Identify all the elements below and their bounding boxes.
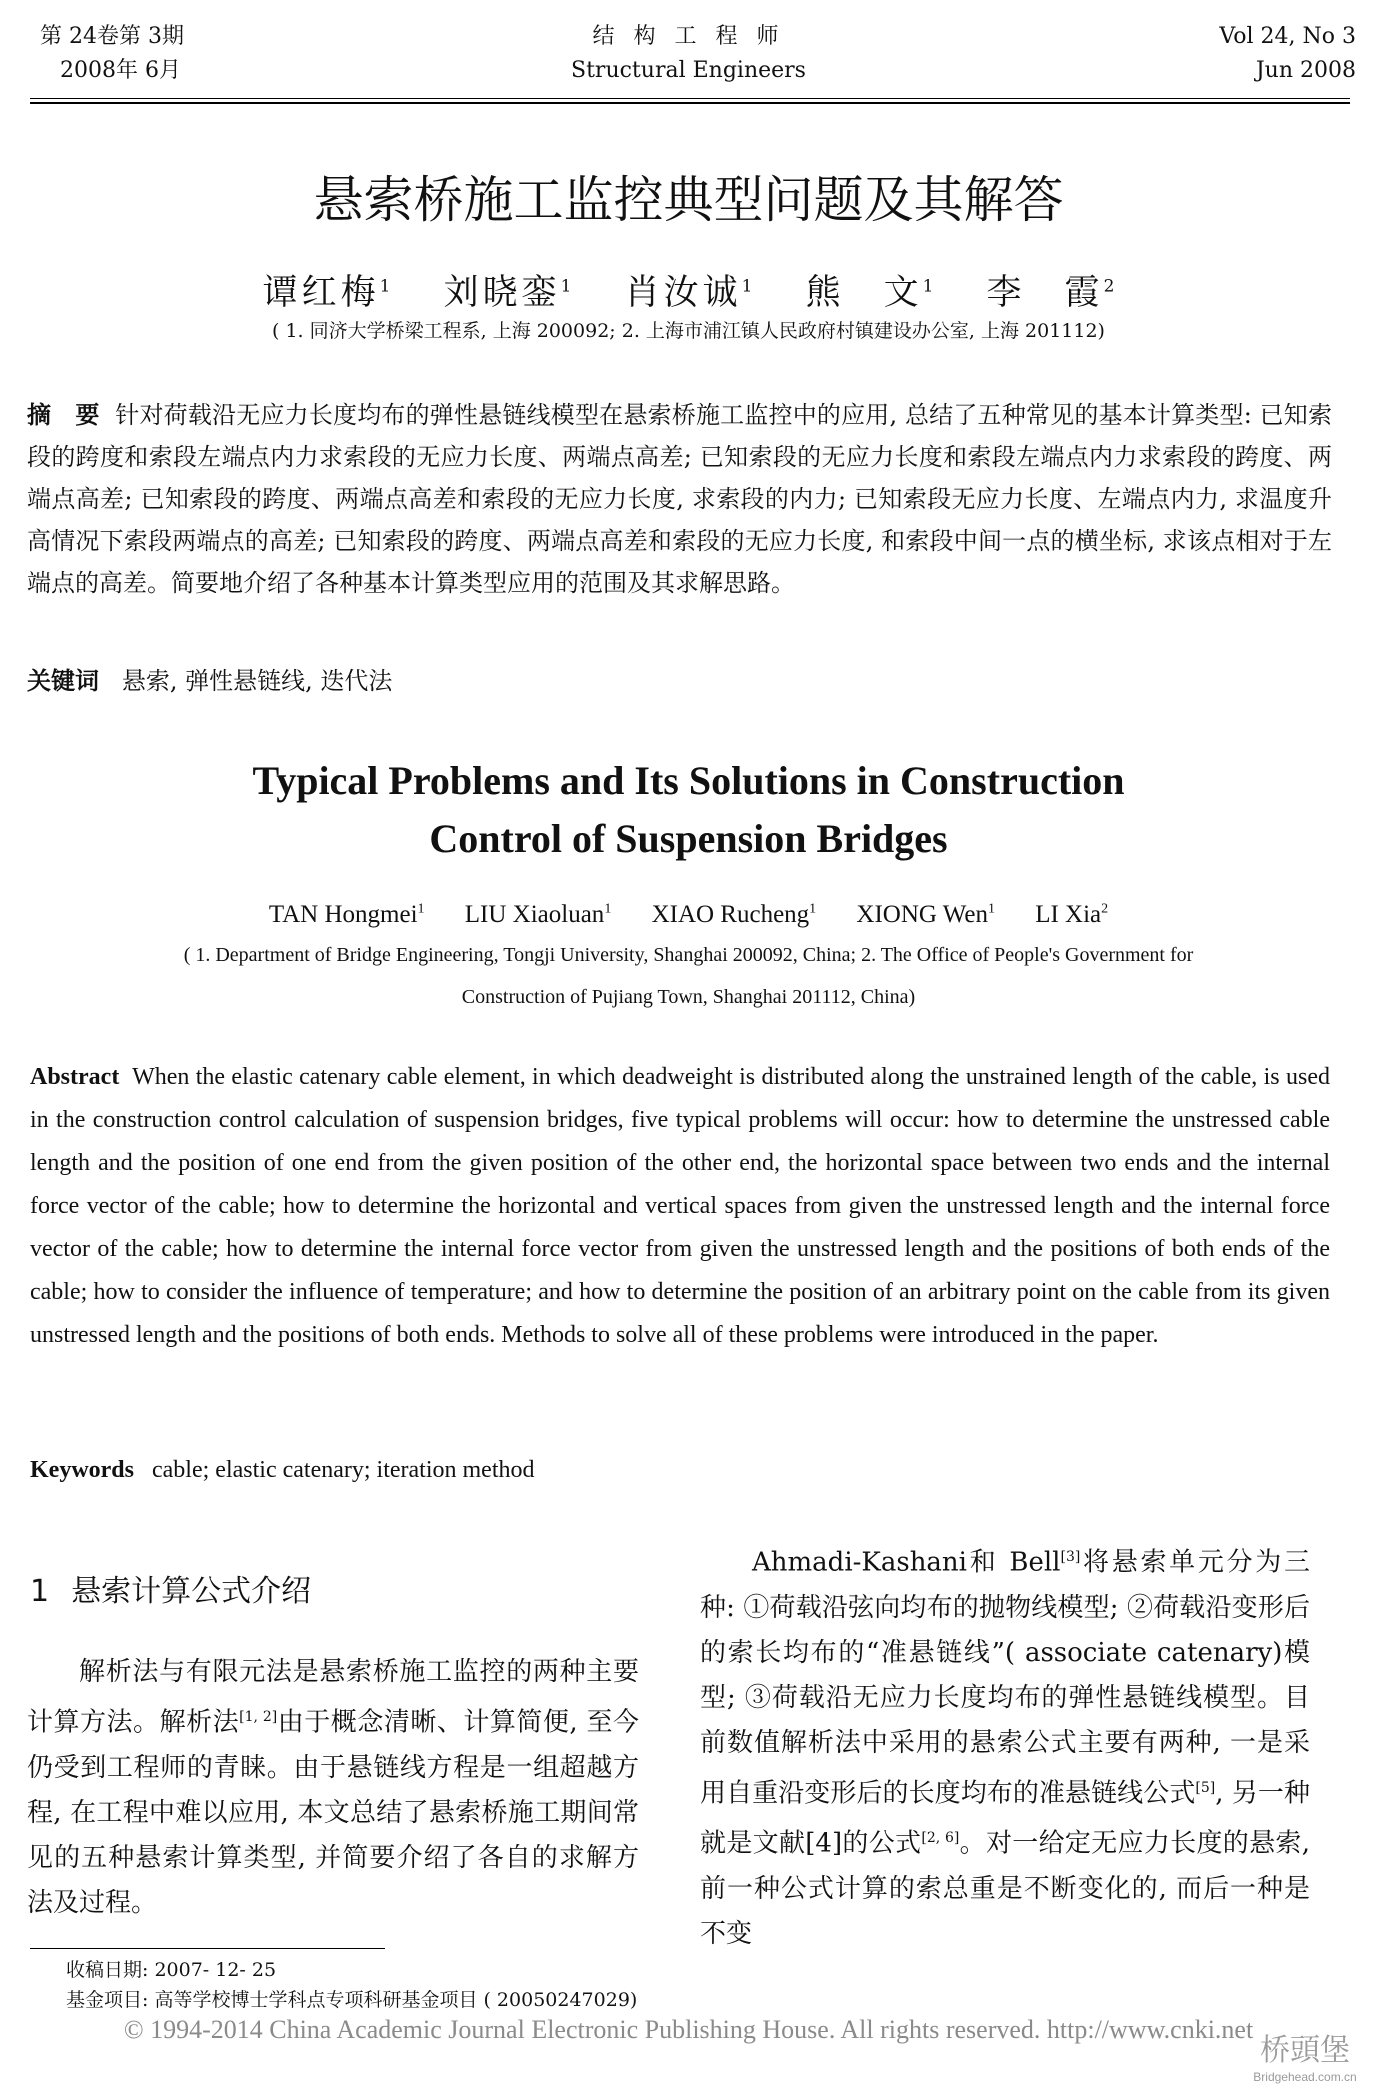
author-cn: 肖汝诚$^1$ <box>624 272 753 313</box>
header-date-cn: 2008年 6月 <box>60 58 181 83</box>
citation-ref: [1, 2] <box>239 1709 278 1725</box>
author-en: XIONG Wen$^1$ <box>856 901 995 929</box>
body-paragraph: Ahmadi-Kashani和 Bell[3]将悬索单元分为三种: ①荷载沿弦向均布的抛物线模型; ②荷载沿变形后的索长均布的“准悬链线”( associate catenary)模型; ③荷载沿无应力长度均布的弹性悬链线模型。目前数值解析法中采用的悬索公式主要有两种, 一是采用自重沿变形后的长度均布的准悬链线公式[5], 另一种就是文献[4]的公式[2, 6]。对一给定无应力长度的悬索, 前一种公式计算的索总重是不断变化的, 而后一种是不变 <box>700 1547 1311 1949</box>
paper-title-en <box>0 752 1377 868</box>
watermark-logo: 桥頭堡 <box>1260 2033 1350 2068</box>
body-paragraph: 解析法与有限元法是悬索桥施工监控的两种主要计算方法。解析法[1, 2]由于概念清晰、计算简便, 至今仍受到工程师的青睐。由于悬链线方程是一组超越方程, 在工程中难以应用, 本文总结了悬索桥施工期间常见的五种悬索计算类型, 并简要介绍了各自的求解方法及过程。 <box>27 1657 639 1918</box>
abstract-en <box>30 1056 1330 1357</box>
author-cn: 刘晓銮$^1$ <box>443 272 572 313</box>
keywords-label-en: Keywords <box>30 1457 134 1483</box>
abstract-text-cn: 针对荷载沿无应力长度均布的弹性悬链线模型在悬索桥施工监控中的应用, 总结了五种常见的基本计算类型: 已知索段的跨度和索段左端点内力求索段的无应力长度、两端点高差; 已知索段的无应力长度和索段左端点内力求索段的跨度、两端点高差; 已知索段的跨度、两端点高差和索段的无应力长度, 求索段的内力; 已知索段无应力长度、左端点内力, 求温度升高情况下索段两端点的高差; 已知索段的跨度、两端点高差和索段的无应力长度, 和索段中间一点的横坐标, 求该点相对于左端点的高差。简要地介绍了各种基本计算类型应用的范围及其求解思路。 <box>27 401 1332 597</box>
footnote-rule <box>30 1948 385 1949</box>
keywords-en <box>30 1450 1330 1490</box>
author-en: LI Xia$^2$ <box>1035 901 1109 929</box>
abstract-cn <box>27 394 1332 604</box>
header-rule-thick <box>30 102 1350 104</box>
keywords-text-en: cable; elastic catenary; iteration method <box>152 1457 535 1483</box>
section-number: 1 <box>30 1574 50 1609</box>
affiliation-cn: ( 1. 同济大学桥梁工程系, 上海 200092; 2. 上海市浦江镇人民政府村镇建设办公室, 上海 201112) <box>272 320 1105 342</box>
author-list-en <box>0 892 1377 933</box>
body-column-left <box>27 1650 639 1926</box>
keywords-text-cn: 悬索, 弹性悬链线, 迭代法 <box>121 667 393 695</box>
footnote-received: 收稿日期: 2007- 12- 25 <box>66 1959 277 1981</box>
header-volume-issue-en: Vol 24, No 3 <box>1219 24 1356 49</box>
keywords-label-cn: 关键词 <box>27 667 99 695</box>
abstract-label-cn: 摘 要 <box>27 401 100 429</box>
citation-ref: [5] <box>1195 1779 1216 1796</box>
header-volume-issue-cn: 第 24卷第 3期 <box>40 24 184 49</box>
journal-name-en: Structural Engineers <box>571 58 806 83</box>
watermark-site: Bridgehead.com.cn <box>1253 2070 1357 2084</box>
author-en: LIU Xiaoluan$^1$ <box>464 901 612 929</box>
section-heading <box>30 1570 311 1614</box>
copyright-line: © 1994-2014 China Academic Journal Electronic Publishing House. All rights reserved. http://www.cnki.net <box>123 2015 1254 2044</box>
keywords-cn <box>27 660 1332 702</box>
paper-title-en-line1: Typical Problems and Its Solutions in Construction <box>252 758 1125 803</box>
affiliation-en: ( 1. Department of Bridge Engineering, Tongji University, Shanghai 200092, China; 2. The Office of People's Government for Construction of Pujiang Town, Shanghai 201112, China) <box>183 944 1194 1008</box>
author-cn: 谭红梅$^1$ <box>262 272 391 313</box>
section-title: 悬索计算公式介绍 <box>71 1574 312 1609</box>
header-date-en: Jun 2008 <box>1255 58 1356 83</box>
author-en: XIAO Rucheng$^1$ <box>651 901 817 929</box>
header-volume-en <box>1120 20 1356 88</box>
journal-name-cn: 结 构 工 程 师 <box>592 24 785 49</box>
paper-title-en-line2: Control of Suspension Bridges <box>429 816 948 861</box>
body-column-right <box>700 1535 1310 1957</box>
citation-ref: [2, 6] <box>921 1830 960 1847</box>
paper-title-cn: 悬索桥施工监控典型问题及其解答 <box>313 171 1064 229</box>
abstract-text-en: When the elastic catenary cable element, in which deadweight is distributed along the unstrained length of the cable, is used in the construction control calculation of suspension bridges, five typical problems will occur: how to determine the unstressed cable length and the position of one end from the given position of the other end, the horizontal space between two ends and the internal force vector of the cable; how to determine the horizontal and vertical spaces from given the unstressed length and the internal force vector of the cable; how to determine the internal force vector from given the unstressed length and the positions of both ends of the cable; how to consider the influence of temperature; and how to determine the position of an arbitrary point on the cable from its given unstressed length and the positions of both ends. Methods to solve all of these problems were introduced in the paper. <box>30 1064 1331 1348</box>
header-rule-thin <box>30 98 1350 99</box>
footnote-fund: 基金项目: 高等学校博士学科点专项科研基金项目 ( 20050247029) <box>66 1989 638 2011</box>
author-en: TAN Hongmei$^1$ <box>268 901 425 929</box>
abstract-label-en: Abstract <box>30 1064 120 1090</box>
author-cn: 李 霞$^2$ <box>986 272 1115 313</box>
author-cn: 熊 文$^1$ <box>805 272 934 313</box>
author-list-cn <box>0 262 1377 317</box>
citation-ref: [3] <box>1060 1549 1081 1565</box>
